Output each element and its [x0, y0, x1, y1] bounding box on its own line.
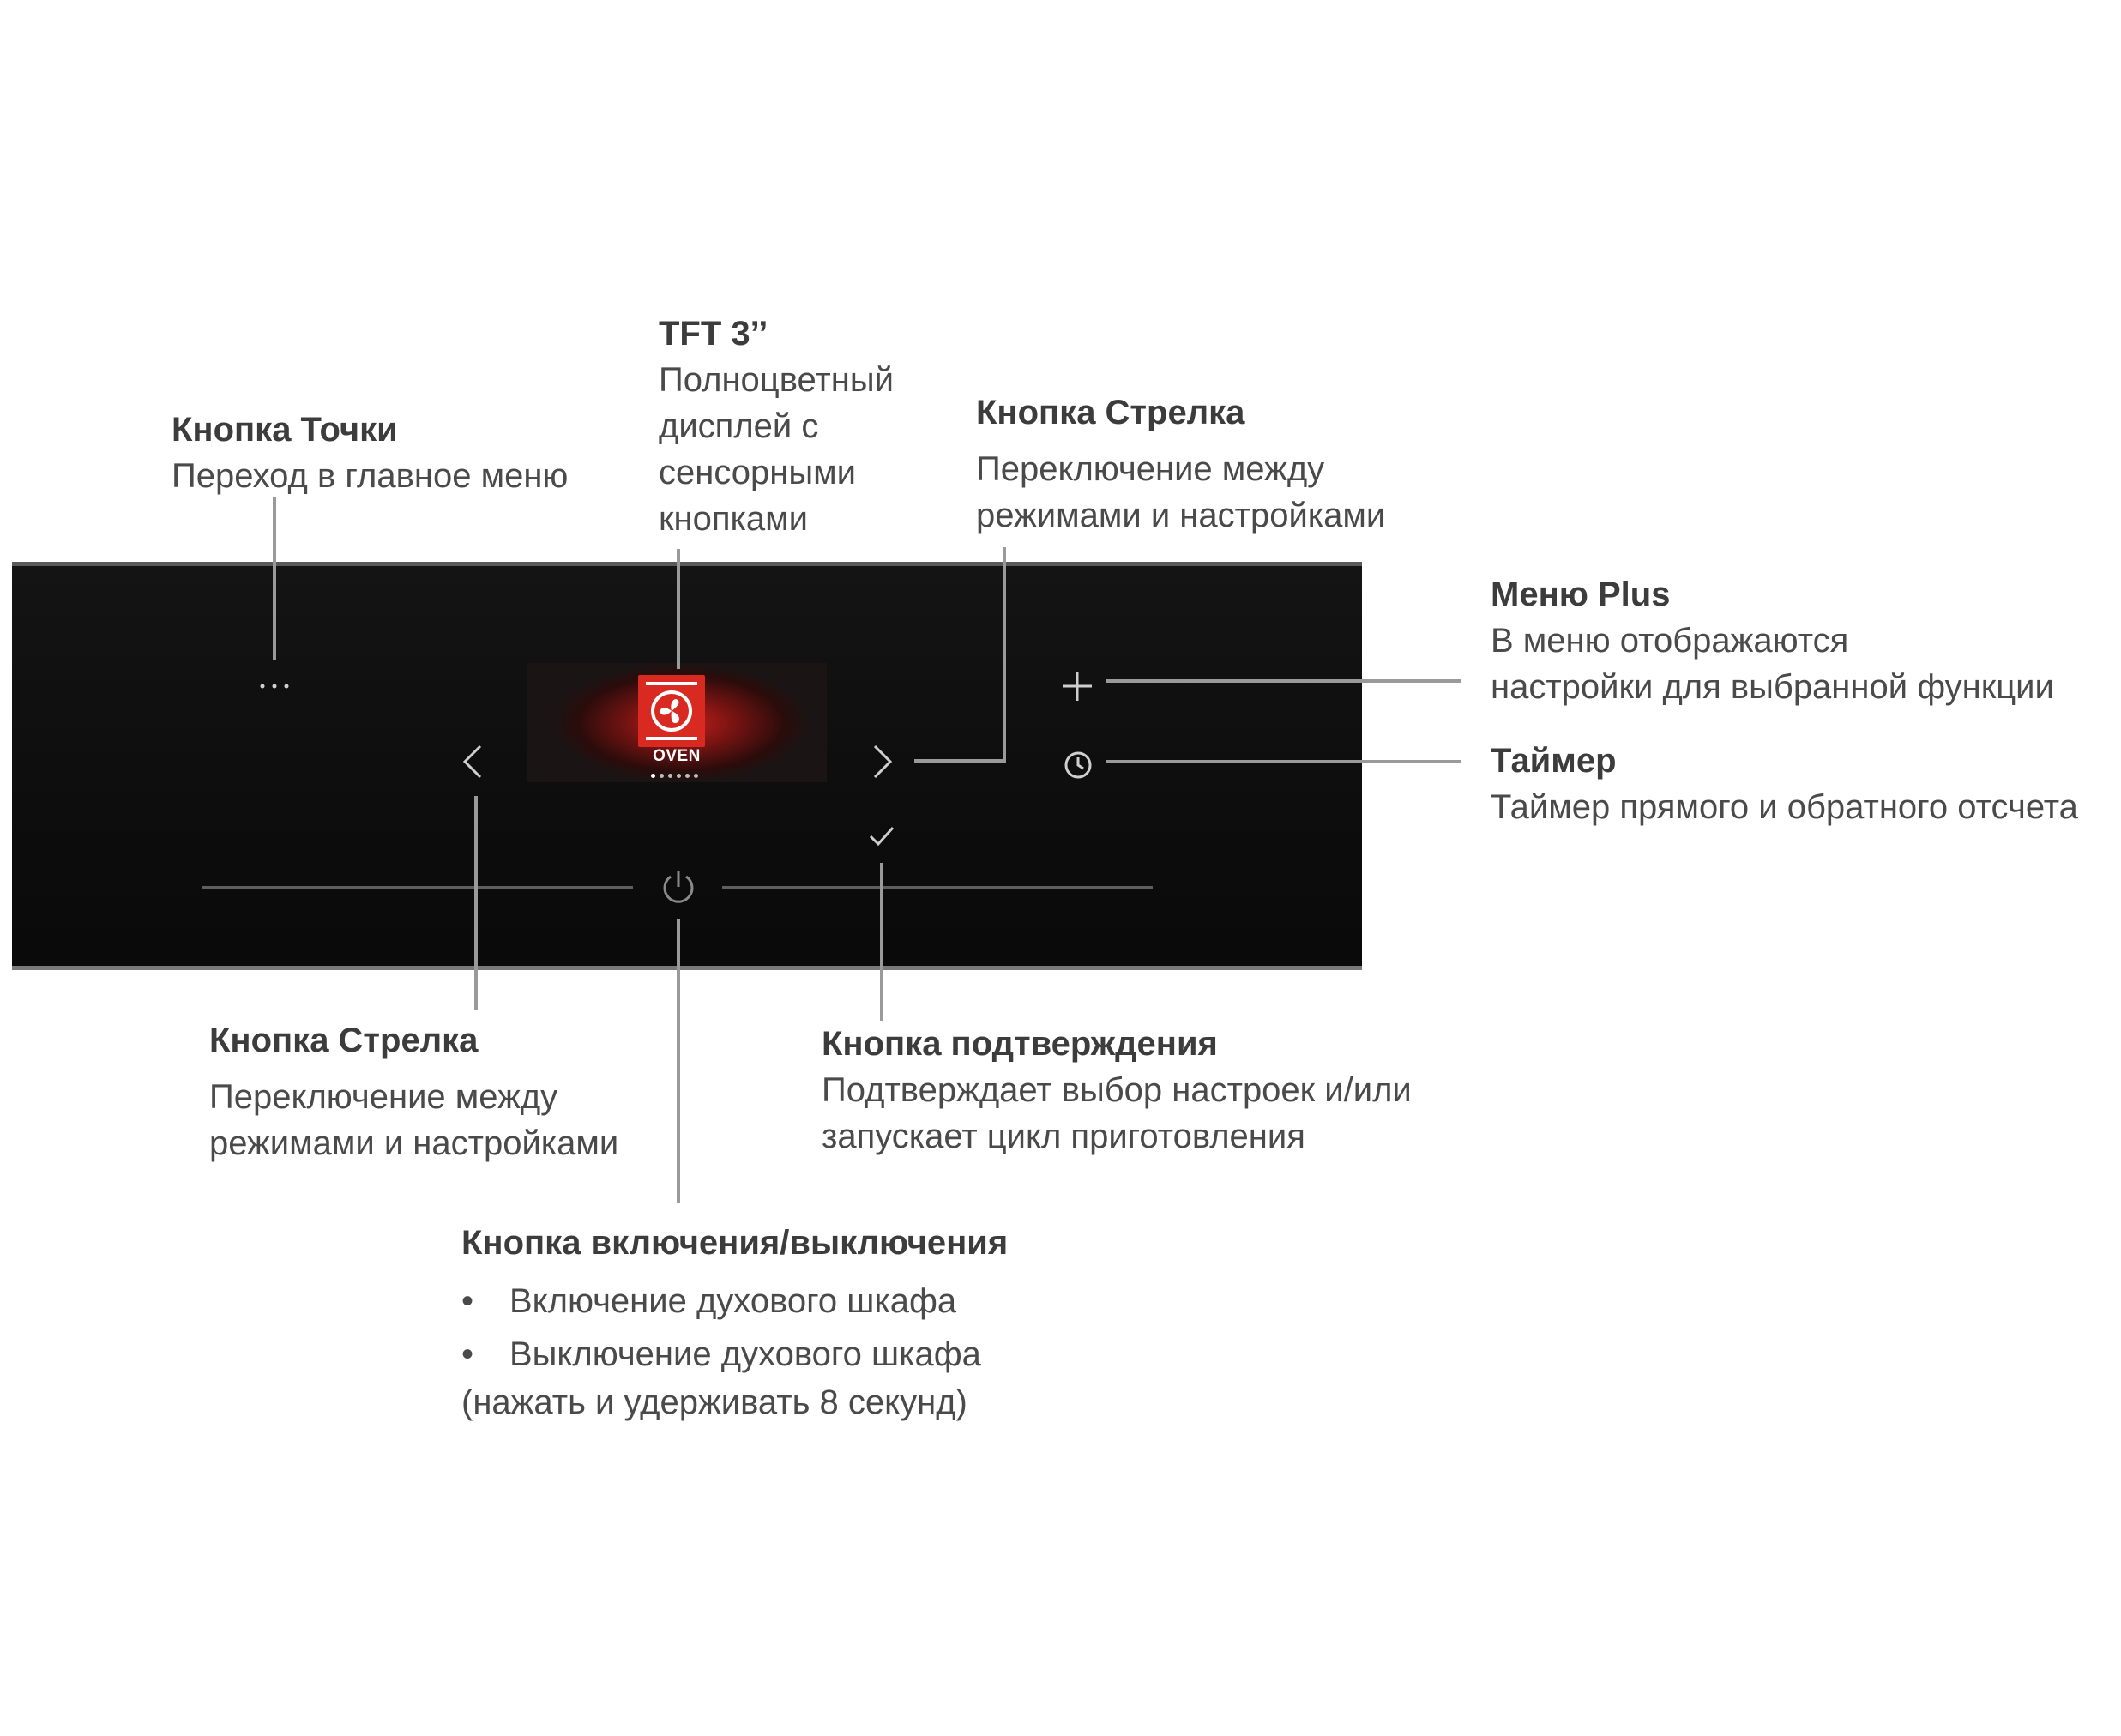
- menu-plus-button[interactable]: [1060, 669, 1094, 703]
- callout-timer: Таймер Таймер прямого и обратного отсчета: [1491, 738, 2078, 830]
- dots-button[interactable]: [257, 678, 292, 695]
- callout-arrow-left: Кнопка Стрелка Переключение между режимами и настройками: [209, 1017, 618, 1166]
- check-icon: [866, 823, 897, 849]
- chevron-right-icon: [870, 743, 895, 781]
- clock-icon: [1063, 750, 1094, 781]
- timer-button[interactable]: [1063, 750, 1094, 781]
- tft-display[interactable]: [527, 663, 827, 782]
- leader-timer: [1106, 760, 1461, 763]
- callout-arrow-right: Кнопка Стрелка Переключение между режимами и настройками: [976, 389, 1385, 539]
- confirm-button[interactable]: [866, 823, 897, 849]
- arrow-right-button[interactable]: [870, 743, 895, 781]
- leader-dots: [273, 497, 276, 660]
- chevron-left-icon: [460, 743, 485, 781]
- leader-power: [677, 919, 680, 1203]
- leader-arrow-left: [474, 796, 478, 1010]
- callout-title: Таймер: [1491, 742, 1617, 780]
- arrow-left-button[interactable]: [460, 743, 485, 781]
- callout-title: Кнопка включения/выключения: [461, 1224, 1009, 1262]
- leader-tft: [677, 549, 680, 669]
- callout-title: Кнопка Стрелка: [976, 394, 1245, 431]
- callout-title: Кнопка Точки: [172, 411, 398, 449]
- callout-dots: Кнопка Точки Переход в главное меню: [172, 407, 568, 499]
- bullet-item: • Включение духового шкафа: [461, 1282, 957, 1320]
- callout-confirm: Кнопка подтверждения Подтверждает выбор настроек и/или запускает цикл приготовления: [822, 1021, 1412, 1160]
- power-icon: [659, 868, 698, 907]
- plus-icon: [1060, 669, 1094, 703]
- callout-title: TFT 3’’: [659, 315, 768, 353]
- callout-title: Кнопка Стрелка: [209, 1022, 479, 1059]
- power-button[interactable]: [659, 868, 698, 907]
- mode-label: OVEN: [653, 747, 701, 765]
- leader-arrow-right-h: [914, 759, 1006, 763]
- callout-power: Кнопка включения/выключения • Включение духового шкафа • Выключение духового шкафа (нажать и удерживать 8 секунд): [461, 1216, 1008, 1424]
- page-indicator: [651, 767, 702, 782]
- panel-divider-right: [722, 886, 1153, 889]
- leader-menu-plus: [1106, 679, 1461, 683]
- bullet-item: • Выключение духового шкафа: [461, 1335, 981, 1373]
- more-icon: [257, 678, 292, 695]
- fan-mode-icon: [638, 675, 705, 747]
- callout-menu-plus: Меню Plus В меню отображаются настройки для выбранной функции: [1491, 571, 2054, 710]
- callout-tft: TFT 3’’ Полноцветный дисплей с сенсорными кнопками: [659, 310, 894, 542]
- callout-title: Кнопка подтверждения: [822, 1025, 1218, 1063]
- leader-arrow-right-v: [1003, 547, 1006, 762]
- leader-confirm: [880, 863, 883, 1021]
- callout-title: Меню Plus: [1491, 576, 1671, 613]
- panel-divider-left: [202, 886, 633, 889]
